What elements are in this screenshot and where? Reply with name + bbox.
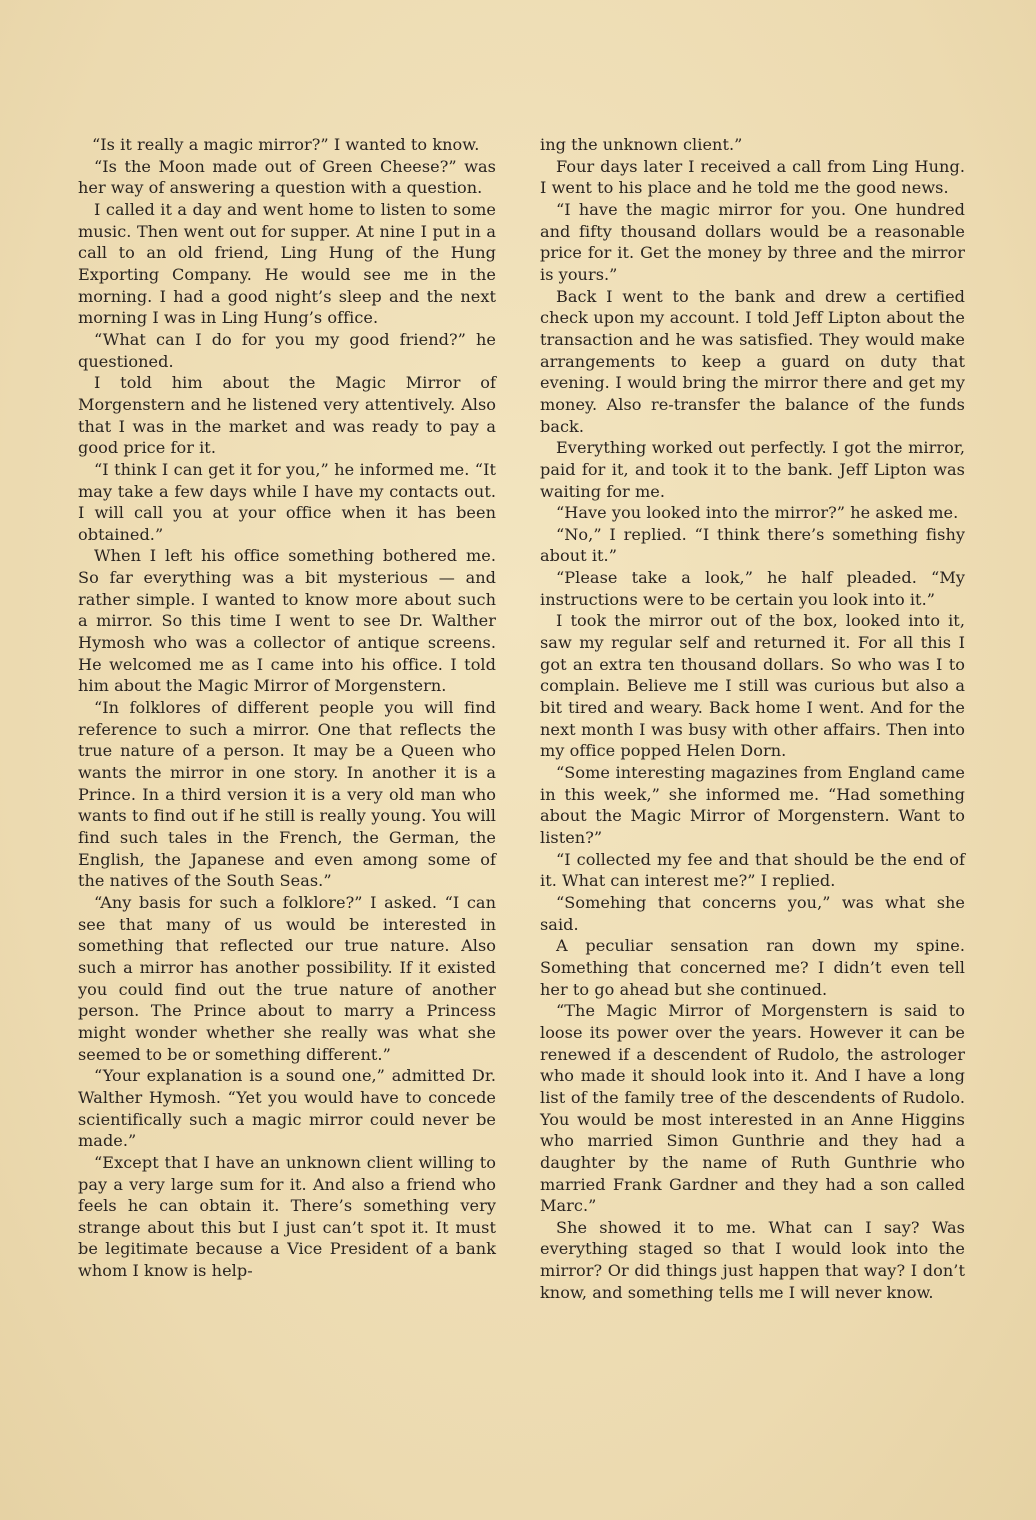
right-column bbox=[540, 134, 965, 1303]
left-column bbox=[78, 134, 496, 1282]
paragraph: “Except that I have an unknown client willing to pay a very large sum for it. And also a friend who feels he can obtain it. There’s something very strange about this but I just can’t spot it. It must be legitimate because a Vice President of a bank whom I know is help- bbox=[78, 1152, 496, 1281]
paragraph: “What can I do for you my good friend?” he questioned. bbox=[78, 329, 496, 371]
paragraph: When I left his office something bothered me. So far everything was a bit mysterious — and rather simple. I wanted to know more about such a mirror. So this time I went to see Dr. Walther Hymosh who was a collector of antique screens. He welcomed me as I came into his office. I told him about the Magic Mirror of Morgenstern. bbox=[78, 546, 496, 696]
paragraph: She showed it to me. What can I say? Was everything staged so that I would look into the mirror? Or did things just happen that way? I don’t know, and something tells me I will never know. bbox=[540, 1217, 965, 1302]
paragraph: I called it a day and went home to listen to some music. Then went out for supper. At nine I put in a call to an old friend, Ling Hung of the Hung Exporting Company. He would see me in the morning. I had a good night’s sleep and the next morning I was in Ling Hung’s office. bbox=[78, 199, 496, 328]
paragraph: “In folklores of different people you will find reference to such a mirror. One that reflects the true nature of a person. It may be a Queen who wants the mirror in one story. In another it is a Prince. In a third version it is a very old man who wants to find out if he still is really young. You will find such tales in the French, the German, the English, the Japanese and even among some of the natives of the South Seas.” bbox=[78, 698, 496, 891]
paragraph: Everything worked out perfectly. I got the mirror, paid for it, and took it to the bank. Jeff Lipton was waiting for me. bbox=[540, 438, 965, 501]
paragraph: “No,” I replied. “I think there’s something fishy about it.” bbox=[540, 524, 965, 566]
paragraph: “Is the Moon made out of Green Cheese?” was her way of answering a question with a question. bbox=[78, 156, 496, 198]
paragraph: “Please take a look,” he half pleaded. “My instructions were to be certain you look into it.” bbox=[540, 568, 965, 609]
paragraph: “I collected my fee and that should be the end of it. What can interest me?” I replied. bbox=[540, 849, 965, 891]
paragraph: “Is it really a magic mirror?” I wanted to know. bbox=[92, 135, 480, 154]
paragraph: “I think I can get it for you,” he informed me. “It may take a few days while I have my contacts out. I will call you at your office when it has been obtained.” bbox=[78, 459, 496, 544]
paragraph: I told him about the Magic Mirror of Morgenstern and he listened very attentively. Also that I was in the market and was ready to pay a good price for it. bbox=[78, 373, 496, 458]
paragraph: “Some interesting magazines from England came in this week,” she informed me. “Had something about the Magic Mirror of Morgenstern. Want to listen?” bbox=[540, 763, 965, 847]
paragraph: “Have you looked into the mirror?” he asked me. bbox=[556, 503, 959, 523]
paragraph: I took the mirror out of the box, looked into it, saw my regular self and returned it. For all this I got an extra ten thousand dollars. So who was I to complain. Believe me I still was curious but also a bit tired and weary. Back home I went. And for the next month I was busy with other affairs. Then into my office popped Helen Dorn. bbox=[540, 611, 965, 761]
paragraph: A peculiar sensation ran down my spine. Something that concerned me? I didn’t even tell her to go ahead but she continued. bbox=[540, 936, 965, 999]
paragraph: “The Magic Mirror of Morgenstern is said to loose its power over the years. However it can be renewed if a descendent of Rudolo, the astrologer who made it should look into it. And I have a long list of the family tree of the descendents of Rudolo. You would be most interested in an Anne Higgins who married Simon Gunthrie and they had a daughter by the name of Ruth Gunthrie who married Frank Gardner and they had a son called Marc.” bbox=[540, 1001, 965, 1216]
paragraph: “Somehing that concerns you,” was what she said. bbox=[540, 892, 965, 934]
paragraph: “Your explanation is a sound one,” admitted Dr. Walther Hymosh. “Yet you would have to concede scientifically such a magic mirror could never be made.” bbox=[78, 1066, 496, 1151]
paragraph: Back I went to the bank and drew a certified check upon my account. I told Jeff Lipton about the transaction and he was satisfied. They would make arrangements to keep a guard on duty that evening. I would bring the mirror there and get my money. Also re-transfer the balance of the funds back. bbox=[540, 286, 965, 436]
paragraph: ing the unknown client.” bbox=[540, 135, 743, 154]
paragraph: “I have the magic mirror for you. One hundred and fifty thousand dollars would be a reasonable price for it. Get the money by three and the mirror is yours.” bbox=[540, 199, 965, 284]
paragraph: “Any basis for such a folklore?” I asked. “I can see that many of us would be interested in something that reflected our true nature. Also such a mirror has another possibility. If it existed you could find out the true nature of another person. The Prince about to marry a Princess might wonder whether she really was what she seemed to be or something different.” bbox=[78, 892, 496, 1064]
paragraph: Four days later I received a call from Ling Hung. I went to his place and he told me the good news. bbox=[540, 156, 965, 198]
